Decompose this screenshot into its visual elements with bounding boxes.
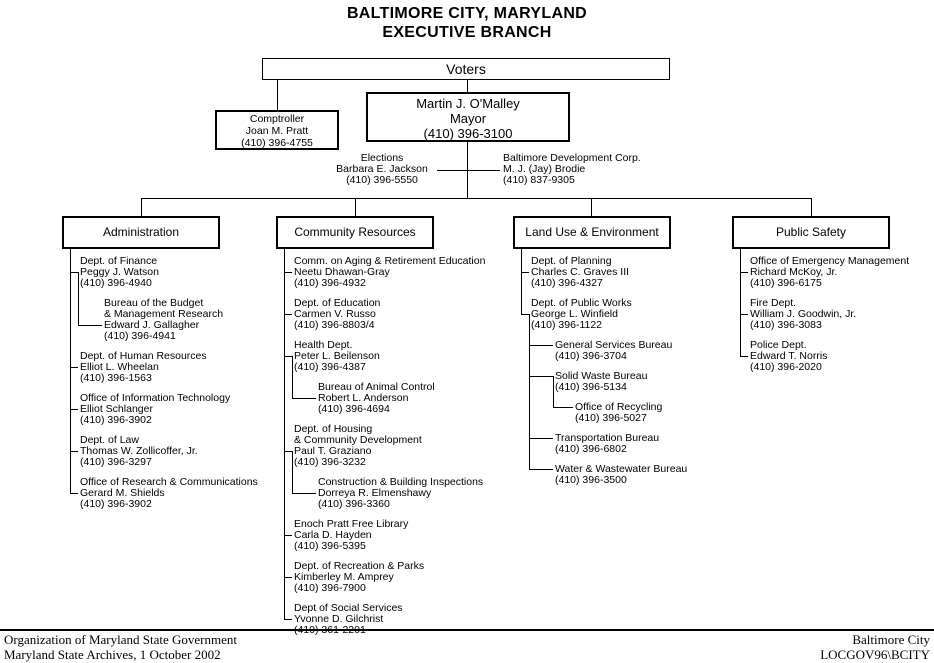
connector-line [70, 493, 78, 494]
column-items-land-use-environment [513, 249, 748, 486]
connector-drop-land-use [591, 198, 592, 216]
org-item [513, 464, 748, 486]
comptroller-name: Joan M. Pratt [245, 125, 309, 137]
phone-number: (410) 396-3902 [80, 414, 152, 426]
person-name: Edward T. Norris [750, 350, 828, 362]
footer-file-code: LOCGOV96\BCITY [820, 646, 930, 662]
phone-number: (410) 396-5027 [575, 412, 647, 424]
org-item [62, 298, 297, 342]
dept-name: Bureau of Animal Control [318, 381, 435, 393]
elections-phone: (410) 396-5550 [346, 174, 418, 186]
org-item [513, 402, 748, 424]
dept-name: Police Dept. [750, 339, 807, 351]
phone-number: (410) 396-3704 [555, 350, 627, 362]
phone-number: (410) 396-1563 [80, 372, 152, 384]
dept-name: Transportation Bureau [555, 432, 660, 444]
dept-name: Office of Recycling [575, 401, 663, 413]
connector-line [521, 314, 529, 315]
org-item [276, 424, 511, 468]
development-corp-name: M. J. (Jay) Brodie [503, 163, 586, 175]
column-header-public-safety [732, 216, 890, 249]
page-title-line1: BALTIMORE CITY, MARYLAND [346, 5, 588, 22]
connector-line [529, 314, 530, 469]
connector-drop-administration [141, 198, 142, 216]
org-item [276, 340, 511, 373]
connector-devcorp-tick [467, 170, 500, 171]
connector-drop-community-resources [355, 198, 356, 216]
org-item [276, 603, 511, 636]
org-item [62, 393, 297, 426]
connector-line [70, 367, 78, 368]
phone-number: (410) 396-3500 [555, 474, 627, 486]
dept-name: Office of Information Technology [80, 392, 231, 404]
comptroller-title: Comptroller [249, 113, 305, 125]
mayor-name: Martin J. O'Malley [416, 96, 520, 111]
connector-line [284, 249, 285, 619]
org-item [62, 256, 297, 289]
phone-number: (410) 396-3360 [318, 498, 390, 510]
column-items-administration [62, 249, 297, 510]
footer-rule [0, 629, 934, 631]
dept-name: Office of Emergency Management [750, 255, 910, 267]
org-item [513, 340, 748, 362]
page-title-line2: EXECUTIVE BRANCH [382, 24, 552, 41]
connector-distribution-line [141, 198, 811, 199]
phone-number: (410) 396-5395 [294, 540, 366, 552]
dept-name: Health Dept. [294, 339, 353, 351]
elections-title: Elections [360, 152, 404, 164]
connector-line [70, 409, 78, 410]
connector-voters-mayor [467, 80, 468, 92]
connector-line [529, 345, 553, 346]
development-corp-title: Baltimore Development Corp. [503, 152, 641, 164]
phone-number: (410) 396-3902 [80, 498, 152, 510]
person-name: Yvonne D. Gilchrist [294, 613, 384, 625]
comptroller-box [215, 110, 339, 150]
org-item [513, 433, 748, 455]
dept-name: & Community Development [294, 434, 422, 446]
connector-line [740, 314, 748, 315]
connector-line [284, 314, 292, 315]
person-name: Gerard M. Shields [80, 487, 165, 499]
phone-number: (410) 396-7900 [294, 582, 366, 594]
phone-number: (410) 396-1122 [531, 319, 603, 331]
dept-name: Solid Waste Bureau [555, 370, 648, 382]
person-name: Edward J. Gallagher [104, 319, 200, 331]
phone-number: (410) 396-4941 [104, 330, 176, 342]
org-item [62, 351, 297, 384]
connector-line [740, 356, 748, 357]
voters-label: Voters [446, 61, 486, 77]
development-corp-phone: (410) 837-9305 [503, 174, 575, 186]
connector-line [70, 451, 78, 452]
column-public-safety [732, 216, 910, 382]
column-header-label: Administration [102, 225, 180, 239]
column-header-label: Community Resources [294, 225, 416, 239]
org-item [62, 435, 297, 468]
footer-right [820, 633, 930, 662]
connector-elections-tick [437, 170, 467, 171]
phone-number: (410) 396-3232 [294, 456, 366, 468]
person-name: Kimberley M. Amprey [294, 571, 394, 583]
dept-name: Dept. of Recreation & Parks [294, 560, 425, 572]
column-header-community-resources [276, 216, 434, 249]
person-name: Elliot L. Wheelan [80, 361, 159, 373]
mayor-title: Mayor [449, 111, 487, 126]
column-header-label: Public Safety [775, 225, 847, 239]
connector-line [529, 376, 553, 377]
person-name: Peter L. Beilenson [294, 350, 380, 362]
org-item [513, 371, 748, 393]
phone-number: (410) 396-8803/4 [294, 319, 375, 331]
connector-line [70, 272, 78, 273]
org-item [276, 298, 511, 331]
connector-line [284, 451, 292, 452]
person-name: Neetu Dhawan-Gray [294, 266, 390, 278]
phone-number: (410) 396-3083 [750, 319, 822, 331]
dept-name: Water & Wastewater Bureau [555, 463, 688, 475]
connector-line [292, 493, 316, 494]
development-corp-entry [503, 153, 673, 186]
dept-name: Dept of Social Services [294, 602, 403, 614]
footer-left [4, 633, 237, 662]
person-name: Peggy J. Watson [80, 266, 159, 278]
connector-line [292, 398, 316, 399]
column-header-label: Land Use & Environment [525, 225, 659, 239]
connector-line [553, 407, 573, 408]
dept-name: Comm. on Aging & Retirement Education [294, 255, 486, 267]
comptroller-phone: (410) 396-4755 [241, 137, 313, 149]
person-name: William J. Goodwin, Jr. [750, 308, 857, 320]
phone-number: (410) 396-5134 [555, 381, 627, 393]
phone-number: (410) 396-4694 [318, 403, 390, 415]
person-name: Robert L. Anderson [318, 392, 409, 404]
dept-name: Dept. of Law [80, 434, 139, 446]
dept-name: Fire Dept. [750, 297, 797, 309]
mayor-phone: (410) 396-3100 [423, 126, 513, 141]
person-name: George L. Winfield [531, 308, 618, 320]
connector-voters-comptroller [277, 80, 278, 110]
org-item [276, 561, 511, 594]
dept-name: & Management Research [104, 308, 224, 320]
connector-line [521, 272, 529, 273]
org-item [513, 256, 748, 289]
phone-number: (410) 396-4327 [531, 277, 603, 289]
column-administration [62, 216, 258, 519]
phone-number: (410) 396-3297 [80, 456, 152, 468]
org-item [732, 298, 934, 331]
connector-line [529, 438, 553, 439]
org-item [732, 256, 934, 289]
org-item [513, 298, 748, 331]
column-header-land-use-environment [513, 216, 671, 249]
connector-line [78, 272, 79, 325]
dept-name: Dept. of Finance [80, 255, 158, 267]
connector-line [292, 356, 293, 398]
person-name: Dorreya R. Elmenshawy [318, 487, 432, 499]
elections-name: Barbara E. Jackson [336, 163, 428, 175]
connector-line [529, 469, 553, 470]
connector-line [740, 249, 741, 356]
connector-drop-public-safety [811, 198, 812, 216]
person-name: Charles C. Graves III [531, 266, 630, 278]
dept-name: Office of Research & Communications [80, 476, 258, 488]
phone-number: (410) 396-4940 [80, 277, 152, 289]
connector-line [553, 376, 554, 407]
org-item [276, 519, 511, 552]
column-land-use-environment [513, 216, 688, 495]
org-item [276, 256, 511, 289]
connector-line [521, 249, 522, 314]
footer-source-line2: Maryland State Archives, 1 October 2002 [4, 646, 221, 662]
connector-line [292, 451, 293, 493]
org-item [62, 477, 297, 510]
connector-line [284, 577, 292, 578]
phone-number: (410) 396-6175 [750, 277, 822, 289]
footer-city-label: Baltimore City [852, 632, 930, 647]
connector-line [740, 272, 748, 273]
footer-source-line1: Organization of Maryland State Government [4, 632, 237, 647]
person-name: Elliot Schlanger [80, 403, 153, 415]
person-name: Carmen V. Russo [294, 308, 376, 320]
connector-line [78, 325, 102, 326]
dept-name: General Services Bureau [555, 339, 673, 351]
connector-line [284, 535, 292, 536]
column-header-administration [62, 216, 220, 249]
column-items-public-safety [732, 249, 934, 373]
person-name: Thomas W. Zollicoffer, Jr. [80, 445, 198, 457]
dept-name: Bureau of the Budget [104, 297, 204, 309]
dept-name: Construction & Building Inspections [318, 476, 484, 488]
phone-number: (410) 396-4932 [294, 277, 366, 289]
phone-number: (410) 396-4387 [294, 361, 366, 373]
dept-name: Dept. of Education [294, 297, 381, 309]
connector-line [70, 249, 71, 493]
connector-line [284, 619, 292, 620]
elections-entry [326, 153, 438, 186]
voters-box [262, 58, 670, 80]
phone-number: (410) 396-6802 [555, 443, 627, 455]
dept-name: Dept. of Human Resources [80, 350, 207, 362]
mayor-box [366, 92, 570, 142]
column-items-community-resources [276, 249, 511, 636]
connector-line [284, 272, 292, 273]
person-name: Carla D. Hayden [294, 529, 372, 541]
dept-name: Dept. of Public Works [531, 297, 632, 309]
dept-name: Dept. of Housing [294, 423, 373, 435]
dept-name: Dept. of Planning [531, 255, 612, 267]
org-item [732, 340, 934, 373]
page-title [0, 4, 934, 42]
person-name: Richard McKoy, Jr. [750, 266, 838, 278]
phone-number: (410) 396-2020 [750, 361, 822, 373]
person-name: Paul T. Graziano [294, 445, 372, 457]
column-community-resources [276, 216, 486, 645]
dept-name: Enoch Pratt Free Library [294, 518, 409, 530]
connector-line [284, 356, 292, 357]
